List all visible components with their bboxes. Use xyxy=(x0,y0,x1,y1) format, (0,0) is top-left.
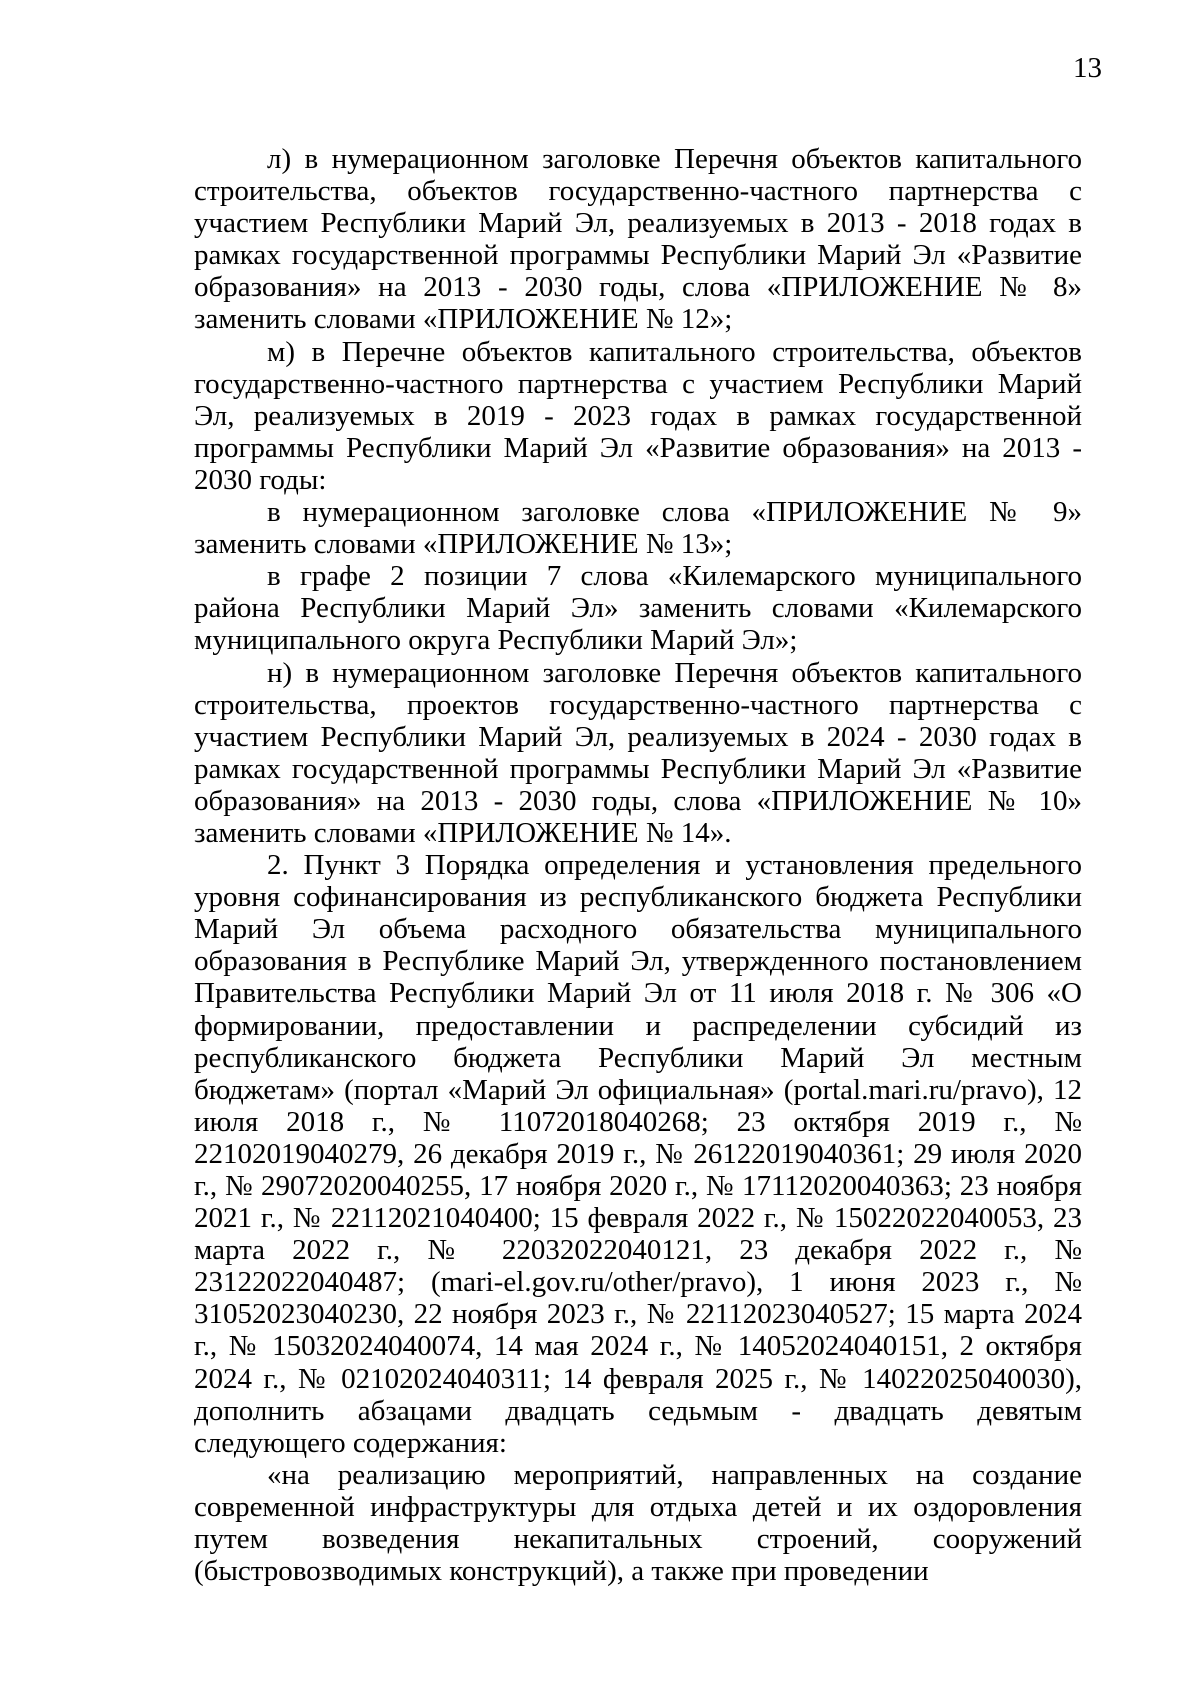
page-number: 13 xyxy=(1073,52,1102,84)
document-body xyxy=(194,143,1082,1587)
paragraph-quote: «на реализацию мероприятий, направленных на создание современной инфраструктуры для отдыха детей и их оздоровления путем возведения некапитальных строений, сооружений (быстровозводимых конструкций), а также при проведении xyxy=(194,1458,1082,1588)
paragraph-n: н) в нумерационном заголовке Перечня объектов капитального строительства, проектов государственно-частного партнерства с участием Республики Марий Эл, реализуемых в 2024 - 2030 годах в рамках государственной программы Республики Марий Эл «Развитие образования» на 2013 - 2030 годы, слова «ПРИЛОЖЕНИЕ № 10» заменить словами «ПРИЛОЖЕНИЕ № 14». xyxy=(194,656,1082,849)
paragraph-m: м) в Перечне объектов капитального строительства, объектов государственно-частного партнерства с участием Республики Марий Эл, реализуемых в 2019 - 2023 годах в рамках государственной программы Республики Марий Эл «Развитие образования» на 2013 - 2030 годы: xyxy=(194,335,1082,496)
paragraph-l: л) в нумерационном заголовке Перечня объектов капитального строительства, объектов государственно-частного партнерства с участием Республики Марий Эл, реализуемых в 2013 - 2018 годах в рамках государственной программы Республики Марий Эл «Развитие образования» на 2013 - 2030 годы, слова «ПРИЛОЖЕНИЕ № 8» заменить словами «ПРИЛОЖЕНИЕ № 12»; xyxy=(194,143,1082,336)
paragraph-m-column: в графе 2 позиции 7 слова «Килемарского муниципального района Республики Марий Эл» заменить словами «Килемарского муниципального округа Республики Марий Эл»; xyxy=(194,560,1082,657)
paragraph-item-2: 2. Пункт 3 Порядка определения и установления предельного уровня софинансирования из республиканского бюджета Республики Марий Эл объема расходного обязательства муниципального образования в Республике Марий Эл, утвержденного постановлением Правительства Республики Марий Эл от 11 июля 2018 г. № 306 «О формировании, предоставлении и распределении субсидий из республиканского бюджета Республики Марий Эл местным бюджетам» (портал «Марий Эл официальная» (portal.mari.ru/pravo), 12 июля 2018 г., № 11072018040268; 23 октября 2019 г., № 22102019040279, 26 декабря 2019 г., № 26122019040361; 29 июля 2020 г., № 29072020040255, 17 ноября 2020 г., № 17112020040363; 23 ноября 2021 г., № 22112021040400; 15 февраля 2022 г., № 15022022040053, 23 марта 2022 г., № 22032022040121, 23 декабря 2022 г., № 23122022040487; (mari-el.gov.ru/other/pravo), 1 июня 2023 г., № 31052023040230, 22 ноября 2023 г., № 22112023040527; 15 марта 2024 г., № 15032024040074, 14 мая 2024 г., № 14052024040151, 2 октября 2024 г., № 02102024040311; 14 февраля 2025 г., № 14022025040030), дополнить абзацами двадцать седьмым - двадцать девятым следующего содержания: xyxy=(194,849,1082,1459)
paragraph-m-heading: в нумерационном заголовке слова «ПРИЛОЖЕНИЕ № 9» заменить словами «ПРИЛОЖЕНИЕ № 13»; xyxy=(194,496,1082,561)
